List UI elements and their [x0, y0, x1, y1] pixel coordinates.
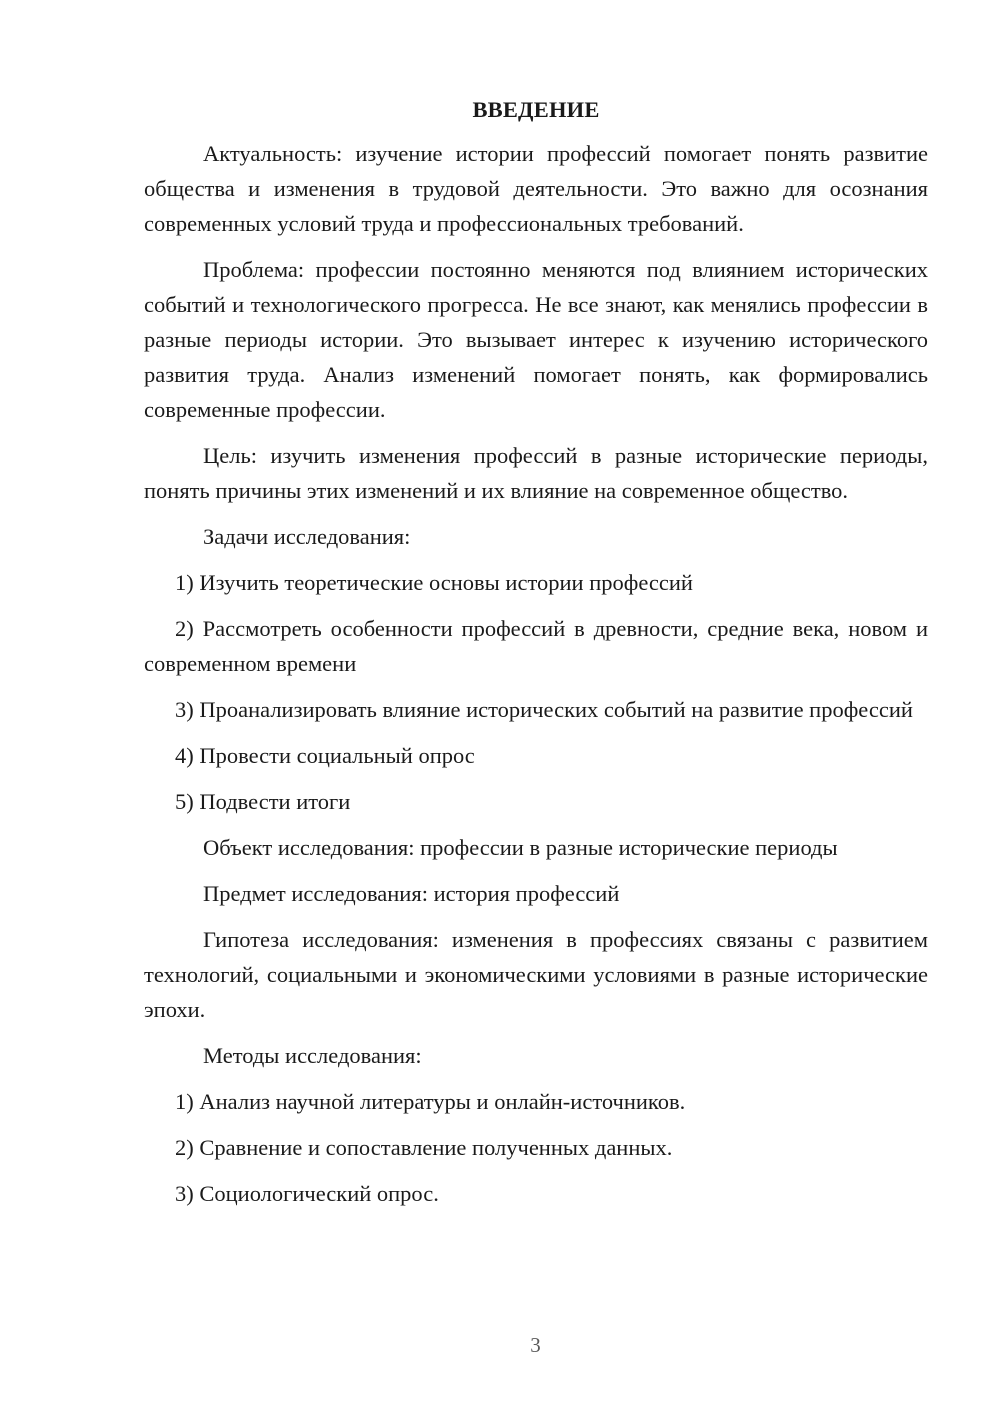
document-page [144, 92, 928, 1222]
task-item-3: 3) Проанализировать влияние исторических событий на развитие профессий [175, 697, 913, 722]
methods-heading: Методы исследования: [203, 1043, 422, 1068]
method-item-2: 2) Сравнение и сопоставление полученных данных. [175, 1135, 673, 1160]
method-item-1: 1) Анализ научной литературы и онлайн-источников. [175, 1089, 686, 1114]
page-number: 3 [530, 1333, 541, 1357]
tasks-heading: Задачи исследования: [203, 524, 411, 549]
relevance-paragraph: Актуальность: изучение истории профессий помогает понять развитие общества и изменения в трудовой деятельности. Это важно для осознания современных условий труда и профессиональных требований. [144, 141, 928, 236]
task-item-2: 2) Рассмотреть особенности профессий в древности, средние века, новом и современном времени [144, 616, 928, 676]
hypothesis-paragraph: Гипотеза исследования: изменения в профессиях связаны с развитием технологий, социальными и экономическими условиями в разные исторические эпохи. [144, 927, 928, 1022]
object-paragraph: Объект исследования: профессии в разные исторические периоды [203, 835, 838, 860]
section-heading: ВВЕДЕНИЕ [472, 97, 600, 122]
problem-paragraph: Проблема: профессии постоянно меняются под влиянием исторических событий и технологического прогресса. Не все знают, как менялись профессии в разные периоды истории. Это вызывает интерес к изучению исторического развития труда. Анализ изменений помогает понять, как формировались современные профессии. [144, 257, 928, 422]
task-item-5: 5) Подвести итоги [175, 789, 351, 814]
task-item-1: 1) Изучить теоретические основы истории профессий [175, 570, 693, 595]
goal-paragraph: Цель: изучить изменения профессий в разные исторические периоды, понять причины этих изменений и их влияние на современное общество. [144, 443, 928, 503]
task-item-4: 4) Провести социальный опрос [175, 743, 475, 768]
subject-paragraph: Предмет исследования: история профессий [203, 881, 620, 906]
method-item-3: 3) Социологический опрос. [175, 1181, 439, 1206]
